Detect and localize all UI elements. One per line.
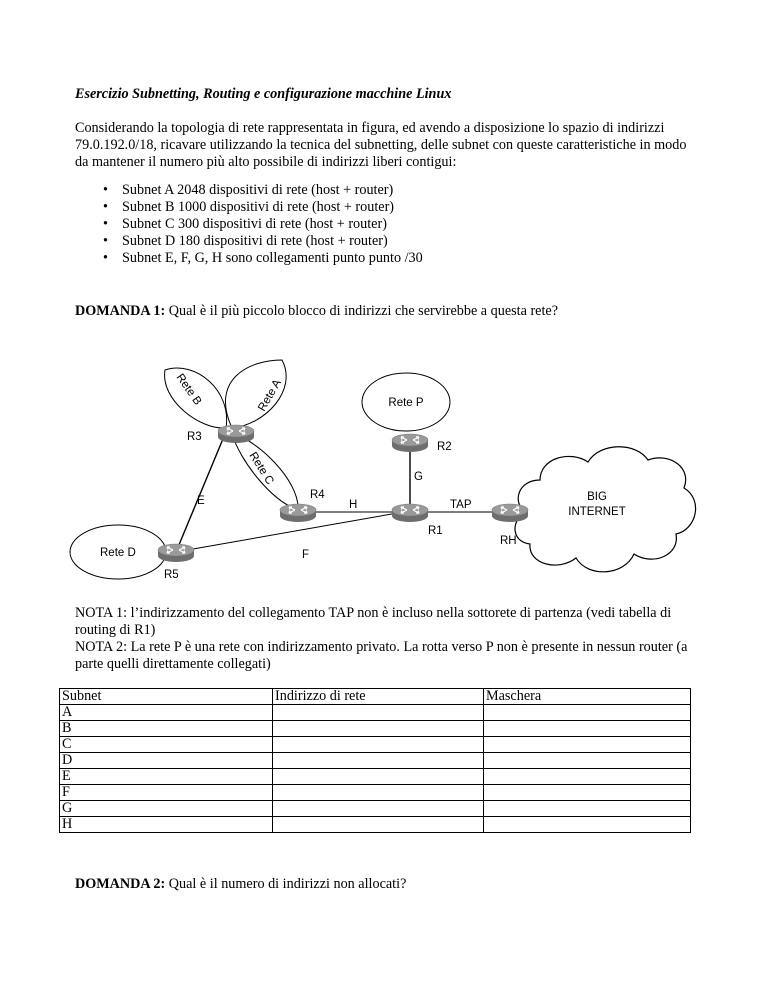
svg-text:Rete A: Rete A <box>256 377 284 414</box>
table-row <box>60 721 691 737</box>
network-address-cell[interactable] <box>273 785 484 801</box>
subnet-name-cell: G <box>60 801 273 817</box>
link-e-line <box>176 434 225 552</box>
rete-b-label <box>174 372 204 408</box>
subnet-name-cell: E <box>60 769 273 785</box>
mask-cell[interactable] <box>484 785 691 801</box>
router-r4-icon <box>280 504 316 522</box>
note-2: NOTA 2: La rete P è una rete con indirizzamento privato. La rotta verso P non è presente in nessun router (a parte quelli direttamente collegati) <box>75 639 688 672</box>
router-r1-icon <box>392 504 428 522</box>
question-1 <box>75 303 700 320</box>
subnet-name-cell: B <box>60 721 273 737</box>
links <box>176 434 510 552</box>
list-item: • Subnet C 300 dispositivi di rete (host + router) <box>103 216 423 233</box>
link-tap-label: TAP <box>450 499 472 511</box>
router-r4-label: R4 <box>310 489 325 501</box>
list-item: • Subnet E, F, G, H sono collegamenti punto punto /30 <box>103 250 423 267</box>
note-1: NOTA 1: l’indirizzamento del collegamento TAP non è incluso nella sottorete di partenza (vedi tabella di routing di R1) <box>75 605 672 638</box>
table-row <box>60 769 691 785</box>
link-e-label: E <box>197 495 205 507</box>
rete-a-label <box>256 377 284 413</box>
link-h-label: H <box>349 499 358 511</box>
header-network-address: Indirizzo di rete <box>273 689 484 705</box>
rete-p-label: Rete P <box>388 397 424 409</box>
table-row <box>60 817 691 833</box>
svg-text:Rete C: Rete C <box>246 450 276 487</box>
rete-d-label: Rete D <box>100 547 136 559</box>
router-rh-icon <box>492 504 528 522</box>
list-item: • Subnet A 2048 dispositivi di rete (host + router) <box>103 182 423 199</box>
network-address-cell[interactable] <box>273 801 484 817</box>
subnet-requirements-list <box>103 182 423 267</box>
header-subnet: Subnet <box>60 689 273 705</box>
router-r5-icon <box>158 544 194 562</box>
router-r1-label: R1 <box>428 525 443 537</box>
internet-label-line2: INTERNET <box>568 506 626 518</box>
table-header-row <box>60 689 691 705</box>
router-r3-label: R3 <box>187 431 202 443</box>
subnet-name-cell: A <box>60 705 273 721</box>
network-address-cell[interactable] <box>273 753 484 769</box>
header-mask: Maschera <box>484 689 691 705</box>
mask-cell[interactable] <box>484 817 691 833</box>
subnet-name-cell: C <box>60 737 273 753</box>
network-address-cell[interactable] <box>273 817 484 833</box>
question-1-text: Qual è il più piccolo blocco di indirizzi che servirebbe a questa rete? <box>168 303 559 319</box>
network-topology-diagram <box>0 330 768 590</box>
network-address-cell[interactable] <box>273 769 484 785</box>
table-row <box>60 801 691 817</box>
list-item: • Subnet D 180 dispositivi di rete (host + router) <box>103 233 423 250</box>
mask-cell[interactable] <box>484 753 691 769</box>
mask-cell[interactable] <box>484 737 691 753</box>
table-row <box>60 753 691 769</box>
table-row <box>60 705 691 721</box>
question-2-label: DOMANDA 2: <box>75 876 166 892</box>
notes <box>75 605 700 673</box>
network-address-cell[interactable] <box>273 721 484 737</box>
question-2 <box>75 876 700 893</box>
table-row <box>60 785 691 801</box>
exercise-title: Esercizio Subnetting, Routing e configurazione macchine Linux <box>75 86 452 102</box>
network-address-cell[interactable] <box>273 705 484 721</box>
intro-paragraph: Considerando la topologia di rete rappresentata in figura, ed avendo a disposizione lo spazio di indirizzi 79.0.192.0/18, ricavare utilizzando la tecnica del subnetting, delle subnet con queste caratteristiche in modo da mantener il numero più alto possibile di indirizzi liberi contigui: <box>75 120 687 170</box>
link-g-label: G <box>414 471 423 483</box>
router-r5-label: R5 <box>164 569 179 581</box>
router-r3-icon <box>218 425 254 443</box>
svg-text:Rete B: Rete B <box>173 371 204 408</box>
mask-cell[interactable] <box>484 769 691 785</box>
internet-label-line1: BIG <box>587 491 607 503</box>
network-address-cell[interactable] <box>273 737 484 753</box>
question-1-label: DOMANDA 1: <box>75 303 166 319</box>
question-2-text: Qual è il numero di indirizzi non allocati? <box>168 876 407 892</box>
subnet-name-cell: H <box>60 817 273 833</box>
router-rh-label: RH <box>500 535 517 547</box>
subnet-table <box>59 688 691 833</box>
link-f-label: F <box>302 549 310 561</box>
mask-cell[interactable] <box>484 705 691 721</box>
subnet-name-cell: F <box>60 785 273 801</box>
table-row <box>60 737 691 753</box>
router-r2-icon <box>392 434 428 452</box>
subnet-name-cell: D <box>60 753 273 769</box>
list-item: • Subnet B 1000 dispositivi di rete (host + router) <box>103 199 423 216</box>
mask-cell[interactable] <box>484 721 691 737</box>
router-r2-label: R2 <box>437 441 452 453</box>
mask-cell[interactable] <box>484 801 691 817</box>
